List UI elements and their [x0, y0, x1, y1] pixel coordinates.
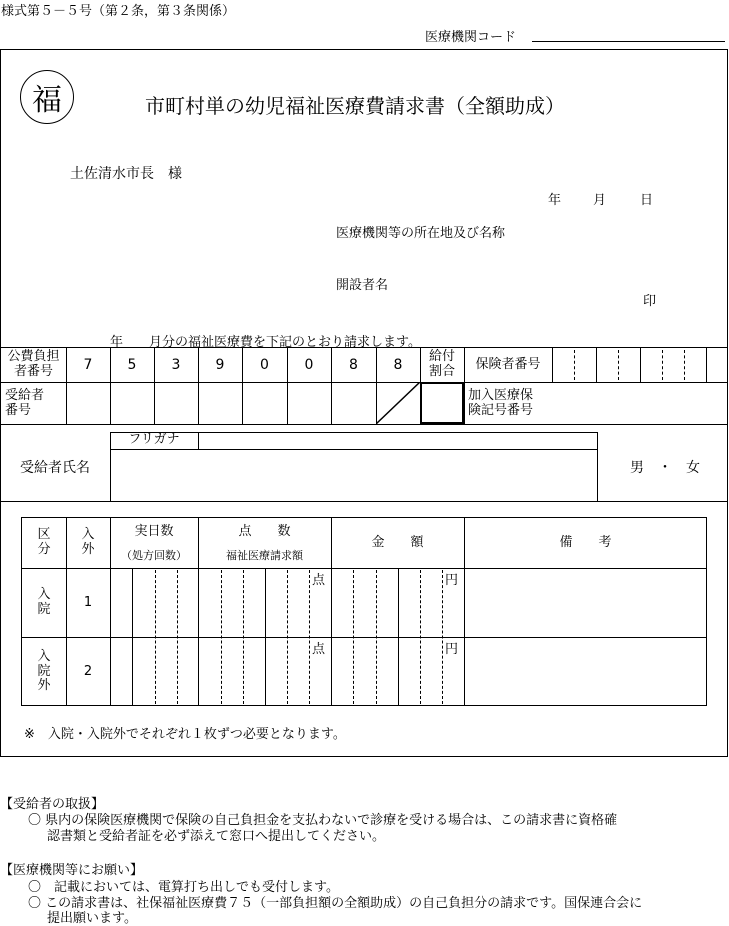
row-outpatient-code: 2	[83, 663, 93, 679]
payer-digit: 3	[171, 356, 181, 373]
date-year-label: 年	[548, 193, 562, 208]
institution-code-label: 医療機関コード	[425, 30, 517, 45]
header-days: 実日数	[134, 523, 174, 539]
recipient-note-line: 〇 県内の保険医療機関で保険の自己負担金を支払わないで診療を受ける場合は、この請求書に資格確	[28, 813, 618, 828]
point-unit: 点	[312, 573, 326, 588]
furigana-label: フリガナ	[128, 432, 180, 448]
form-number: 様式第５－５号（第２条，第３条関係）	[1, 4, 236, 19]
page-title: 市町村単の幼児福祉医療費請求書（全額助成）	[145, 94, 565, 118]
benefit-ratio-label: 給付 割合	[428, 349, 455, 379]
seal-char: 福	[32, 83, 62, 118]
row-inpatient-label: 入 院	[37, 587, 51, 617]
recipient-note-line: 認書類と受給者証を必ず添えて窓口へ提出してください。	[47, 829, 386, 844]
yen-unit: 円	[445, 642, 459, 657]
insurer-number-label: 保険者番号	[475, 356, 541, 372]
gender-options[interactable]: 男 ・ 女	[630, 460, 700, 476]
institution-notes-heading: 【医療機関等にお願い】	[0, 863, 144, 878]
header-in-out: 入 外	[81, 527, 95, 557]
payer-digit: 0	[304, 356, 314, 373]
institution-note-line: 提出願います。	[47, 911, 137, 926]
row-outpatient-label: 入 院 外	[37, 648, 51, 694]
payer-digit: 0	[260, 356, 269, 373]
header-category: 区 分	[37, 527, 51, 557]
payer-digit: 8	[349, 356, 358, 373]
header-remarks: 備 考	[559, 534, 612, 550]
seal-mark: 印	[643, 294, 657, 309]
payer-digit: 7	[83, 356, 93, 373]
header-days-sub: （処方回数）	[121, 548, 187, 562]
payer-digit: 8	[393, 356, 403, 373]
header-points: 点 数	[238, 523, 291, 539]
date-month-label: 月	[593, 193, 607, 208]
recipient-name-label: 受給者氏名	[20, 460, 90, 476]
institution-address-label: 医療機関等の所在地及び名称	[336, 226, 506, 241]
benefit-ratio-box[interactable]	[420, 382, 464, 424]
recipient-number-label: 受給者 番号	[5, 387, 45, 418]
table-note: ※ 入院・入院外でそれぞれ１枚ずつ必要となります。	[24, 727, 346, 742]
point-unit: 点	[312, 642, 326, 657]
header-points-sub: 福祉医療請求額	[226, 548, 303, 562]
strike-diagonal	[376, 382, 420, 424]
payer-digit: 5	[127, 356, 137, 373]
header-amount: 金 額	[371, 534, 424, 550]
date-day-label: 日	[640, 193, 654, 208]
institution-code-field[interactable]	[532, 41, 725, 42]
founder-label: 開設者名	[336, 278, 389, 293]
insurance-symbol-label: 加入医療保 険記号番号	[468, 387, 534, 418]
yen-unit: 円	[445, 573, 459, 588]
row-inpatient-code: 1	[83, 594, 93, 610]
institution-note-line: 〇 記載においては、電算打ち出しでも受付します。	[28, 880, 339, 895]
recipient-notes-heading: 【受給者の取扱】	[0, 797, 105, 812]
welfare-seal-icon	[20, 70, 74, 124]
addressee: 土佐清水市長 様	[70, 166, 182, 182]
institution-note-line: 〇 この請求書は、社保福祉医療費７５（一部負担額の全額助成）の自己負担分の請求です。国保連合会に	[28, 896, 643, 911]
payer-digit: 9	[215, 356, 225, 373]
payer-number-label: 公費負担 者番号	[7, 349, 60, 379]
request-line: 年 月分の福祉医療費を下記のとおり請求します。	[110, 335, 421, 350]
